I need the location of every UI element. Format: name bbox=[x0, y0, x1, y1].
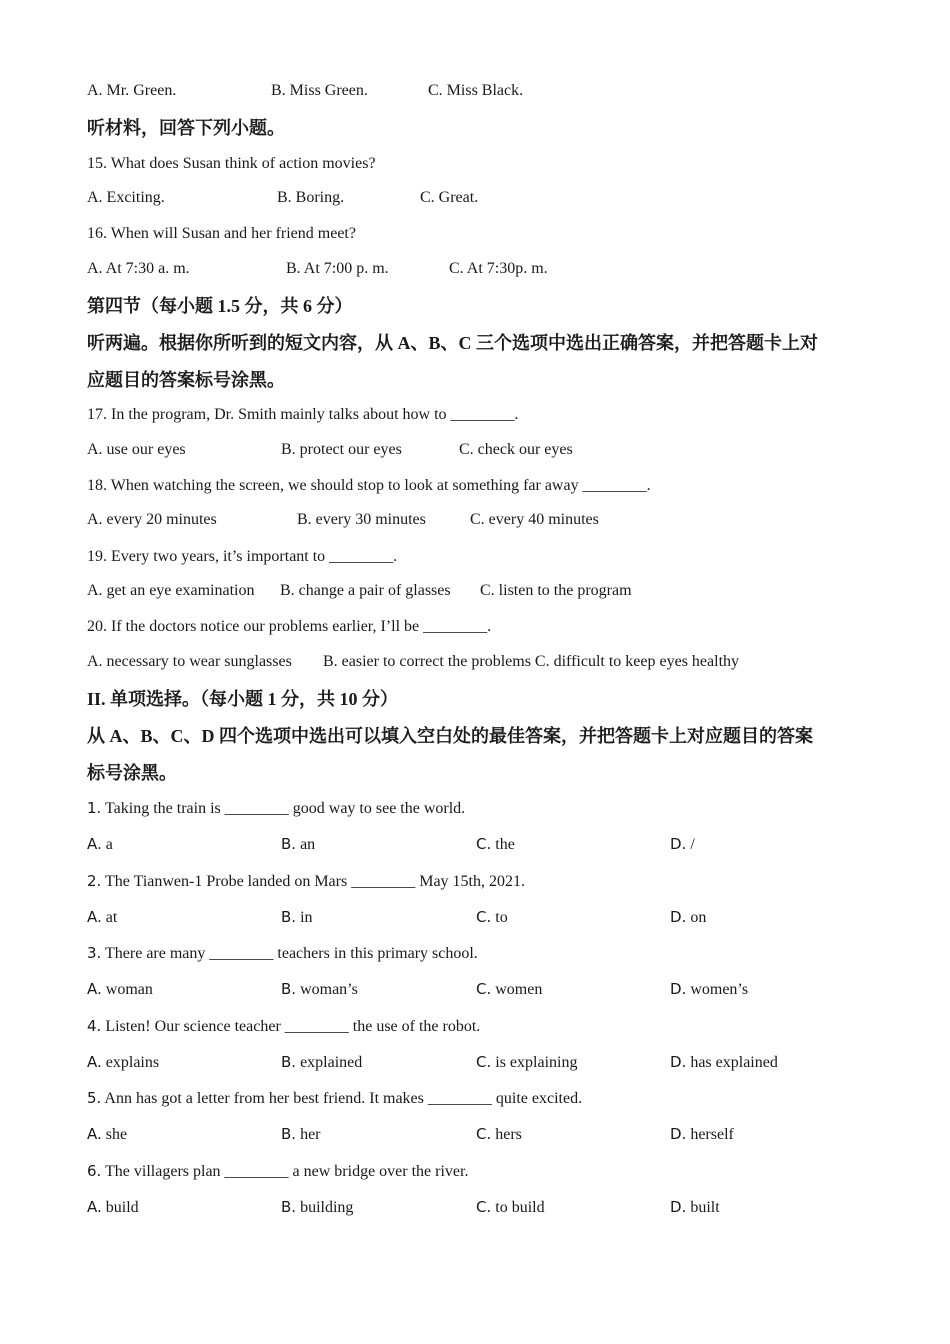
mc-q2-option-d bbox=[670, 907, 706, 928]
question-18: 18. When watching the screen, we should stop to look at something far away ________. bbox=[87, 477, 651, 494]
mc-q1-option-c bbox=[476, 834, 515, 855]
mc-q1-option-b bbox=[281, 834, 315, 855]
option-letter: A. bbox=[87, 835, 102, 853]
mc-q6-option-a bbox=[87, 1197, 139, 1218]
option-letter: D. bbox=[670, 908, 687, 926]
option-text: women’s bbox=[686, 981, 749, 998]
q18-option-a: A. every 20 minutes bbox=[87, 511, 217, 528]
option-letter: B. bbox=[281, 1053, 297, 1071]
q16-option-a: A. At 7:30 a. m. bbox=[87, 260, 190, 277]
mc-question-3 bbox=[87, 943, 478, 964]
question-text: The Tianwen-1 Probe landed on Mars ________ May 15th, 2021. bbox=[101, 873, 525, 890]
option-letter: B. bbox=[281, 1125, 297, 1143]
mc-question-1 bbox=[87, 798, 465, 819]
mc-q1-option-a bbox=[87, 834, 113, 855]
option-text: explains bbox=[101, 1054, 160, 1071]
option-letter: A. bbox=[87, 908, 102, 926]
mc-question-4 bbox=[87, 1016, 480, 1037]
option-letter: D. bbox=[670, 1053, 687, 1071]
question-text: Taking the train is ________ good way to see the world. bbox=[101, 800, 466, 817]
mc-q2-option-c bbox=[476, 907, 508, 928]
section4-heading: 第四节（每小题 1.5 分，共 6 分） bbox=[87, 296, 353, 316]
section4-instruction-line2: 应题目的答案标号涂黑。 bbox=[87, 370, 285, 390]
option-letter: C. bbox=[476, 980, 492, 998]
question-text: The villagers plan ________ a new bridge over the river. bbox=[101, 1163, 469, 1180]
option-letter: B. bbox=[281, 908, 297, 926]
option-letter: A. bbox=[87, 1053, 102, 1071]
mc-question-2 bbox=[87, 871, 525, 892]
option-text: the bbox=[491, 836, 515, 853]
option-text: on bbox=[686, 909, 707, 926]
mc-q5-option-a bbox=[87, 1124, 127, 1145]
option-text: built bbox=[686, 1199, 720, 1216]
question-number: 3. bbox=[87, 944, 102, 962]
option-letter: D. bbox=[670, 835, 687, 853]
mc-q2-option-a bbox=[87, 907, 117, 928]
question-text: Ann has got a letter from her best friend. It makes ________ quite excited. bbox=[101, 1090, 583, 1107]
option-text: build bbox=[101, 1199, 139, 1216]
option-letter: C. bbox=[476, 1053, 492, 1071]
option-letter: A. bbox=[87, 1198, 102, 1216]
mc-q5-option-b bbox=[281, 1124, 321, 1145]
question-number: 1. bbox=[87, 799, 102, 817]
q17-option-c: C. check our eyes bbox=[459, 441, 573, 458]
option-letter: C. bbox=[476, 835, 492, 853]
option-text: a bbox=[101, 836, 113, 853]
q15-option-b: B. Boring. bbox=[277, 189, 345, 206]
option-text: / bbox=[686, 836, 695, 853]
section2-instruction-line1: 从 A、B、C、D 四个选项中选出可以填入空白处的最佳答案，并把答题卡上对应题目的答案 bbox=[87, 726, 813, 746]
option-text: she bbox=[101, 1126, 128, 1143]
question-number: 4. bbox=[87, 1017, 102, 1035]
section4-instruction-line1: 听两遍。根据你所听到的短文内容，从 A、B、C 三个选项中选出正确答案，并把答题卡上对 bbox=[87, 333, 818, 353]
mc-q4-option-d bbox=[670, 1052, 778, 1073]
question-number: 6. bbox=[87, 1162, 102, 1180]
section2-instruction-line2: 标号涂黑。 bbox=[87, 763, 177, 783]
mc-q4-option-b bbox=[281, 1052, 362, 1073]
q19-option-a: A. get an eye examination bbox=[87, 582, 255, 599]
mc-q5-option-c bbox=[476, 1124, 522, 1145]
option-text: building bbox=[296, 1199, 354, 1216]
option-text: has explained bbox=[686, 1054, 778, 1071]
option-text: her bbox=[296, 1126, 321, 1143]
q15-option-a: A. Exciting. bbox=[87, 189, 165, 206]
mc-q3-option-d bbox=[670, 979, 748, 1000]
section2-heading: II. 单项选择。（每小题 1 分，共 10 分） bbox=[87, 689, 399, 709]
mc-q5-option-d bbox=[670, 1124, 734, 1145]
question-number: 5. bbox=[87, 1089, 102, 1107]
mc-q2-option-b bbox=[281, 907, 313, 928]
mc-question-6 bbox=[87, 1161, 468, 1182]
option-letter: D. bbox=[670, 980, 687, 998]
listening-instruction: 听材料，回答下列小题。 bbox=[87, 118, 285, 138]
mc-q3-option-b bbox=[281, 979, 358, 1000]
question-text: There are many ________ teachers in this primary school. bbox=[101, 945, 478, 962]
mc-q4-option-c bbox=[476, 1052, 577, 1073]
option-letter: A. bbox=[87, 1125, 102, 1143]
option-letter: A. bbox=[87, 980, 102, 998]
question-17: 17. In the program, Dr. Smith mainly talks about how to ________. bbox=[87, 406, 519, 423]
option-letter: B. bbox=[281, 980, 297, 998]
option-text: woman bbox=[101, 981, 153, 998]
option-letter: B. bbox=[281, 1198, 297, 1216]
option-text: hers bbox=[491, 1126, 522, 1143]
q20-option-b-c: B. easier to correct the problems C. difficult to keep eyes healthy bbox=[323, 653, 740, 670]
mc-q1-option-d bbox=[670, 834, 695, 855]
option-letter: C. bbox=[476, 1125, 492, 1143]
q18-option-c: C. every 40 minutes bbox=[470, 511, 599, 528]
option-text: herself bbox=[686, 1126, 734, 1143]
option-letter: C. bbox=[476, 1198, 492, 1216]
mc-q6-option-b bbox=[281, 1197, 353, 1218]
question-15: 15. What does Susan think of action movies? bbox=[87, 155, 376, 172]
q14-option-a: A. Mr. Green. bbox=[87, 82, 177, 99]
q19-option-c: C. listen to the program bbox=[480, 582, 632, 599]
question-16: 16. When will Susan and her friend meet? bbox=[87, 225, 356, 242]
option-letter: D. bbox=[670, 1198, 687, 1216]
option-text: is explaining bbox=[491, 1054, 578, 1071]
q19-option-b: B. change a pair of glasses bbox=[280, 582, 451, 599]
mc-question-5 bbox=[87, 1088, 582, 1109]
question-number: 2. bbox=[87, 872, 102, 890]
question-19: 19. Every two years, it’s important to ________. bbox=[87, 548, 398, 565]
question-20: 20. If the doctors notice our problems earlier, I’ll be ________. bbox=[87, 618, 492, 635]
option-letter: C. bbox=[476, 908, 492, 926]
q17-option-a: A. use our eyes bbox=[87, 441, 186, 458]
q16-option-c: C. At 7:30p. m. bbox=[449, 260, 548, 277]
q14-option-c: C. Miss Black. bbox=[428, 82, 524, 99]
option-text: in bbox=[296, 909, 313, 926]
q16-option-b: B. At 7:00 p. m. bbox=[286, 260, 389, 277]
option-text: explained bbox=[296, 1054, 363, 1071]
option-text: an bbox=[296, 836, 316, 853]
q15-option-c: C. Great. bbox=[420, 189, 479, 206]
option-letter: B. bbox=[281, 835, 297, 853]
mc-q3-option-a bbox=[87, 979, 153, 1000]
mc-q3-option-c bbox=[476, 979, 542, 1000]
option-text: to bbox=[491, 909, 508, 926]
q20-option-a: A. necessary to wear sunglasses bbox=[87, 653, 292, 670]
mc-q6-option-d bbox=[670, 1197, 720, 1218]
mc-q6-option-c bbox=[476, 1197, 545, 1218]
q17-option-b: B. protect our eyes bbox=[281, 441, 402, 458]
question-text: Listen! Our science teacher ________ the use of the robot. bbox=[101, 1018, 481, 1035]
mc-q4-option-a bbox=[87, 1052, 159, 1073]
option-text: to build bbox=[491, 1199, 545, 1216]
option-text: woman’s bbox=[296, 981, 358, 998]
option-text: at bbox=[101, 909, 118, 926]
q18-option-b: B. every 30 minutes bbox=[297, 511, 426, 528]
option-letter: D. bbox=[670, 1125, 687, 1143]
q14-option-b: B. Miss Green. bbox=[271, 82, 368, 99]
option-text: women bbox=[491, 981, 543, 998]
